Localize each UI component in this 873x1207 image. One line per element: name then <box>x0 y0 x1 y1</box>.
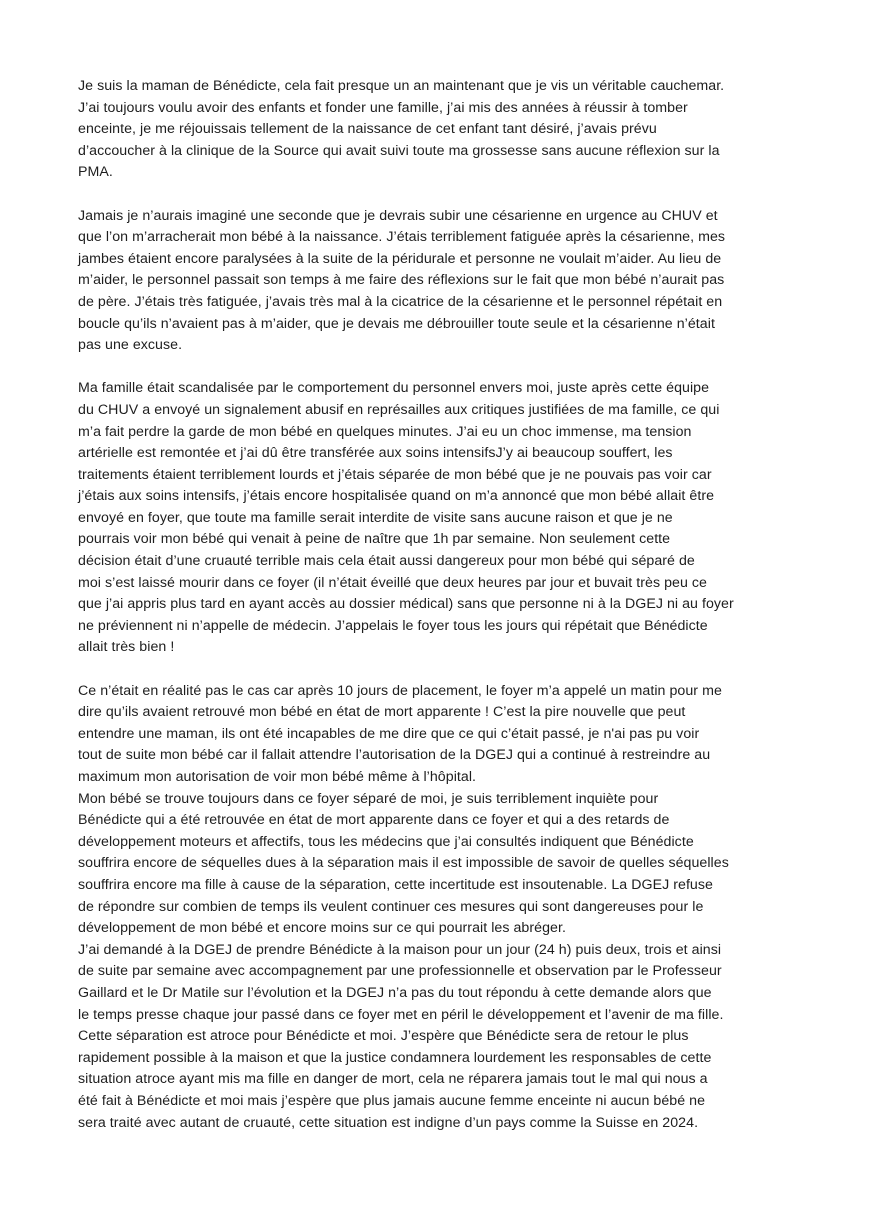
paragraph-2 <box>78 206 816 357</box>
text-line: m’aider, le personnel passait son temps à me faire des réflexions sur le fait que mon bébé n’aurait pas <box>78 272 725 289</box>
text-line: enceinte, je me réjouissais tellement de la naissance de cet enfant tant désiré, j’avais prévu <box>78 121 657 138</box>
text-line: jambes étaient encore paralysées à la suite de la péridurale et personne ne voulait m’aider. Au lieu de <box>78 250 722 267</box>
text-line: PMA. <box>78 164 113 181</box>
paragraph-1 <box>78 76 816 184</box>
text-line: rapidement possible à la maison et que la justice condamnera lourdement les responsables de cette <box>78 1049 712 1066</box>
text-line: boucle qu’ils n’avaient pas à m’aider, que je devais me débrouiller toute seule et la césarienne n’était <box>78 315 715 332</box>
text-line: le temps presse chaque jour passé dans ce foyer met en péril le développement et l’avenir de ma fille. <box>78 1006 724 1023</box>
text-line: j’étais aux soins intensifs, j’étais encore hospitalisée quand on m’a annoncé que mon bébé allait être <box>78 488 715 505</box>
text-line: été fait à Bénédicte et moi mais j’espère que plus jamais aucune femme enceinte ni aucun bébé ne <box>78 1092 706 1109</box>
text-line: Ce n’était en réalité pas le cas car après 10 jours de placement, le foyer m’a appelé un matin pour me <box>78 682 722 699</box>
text-line: souffrira encore ma fille à cause de la séparation, cette incertitude est insoutenable. La DGEJ refuse <box>78 876 713 893</box>
text-line: pourrais voir mon bébé qui venait à peine de naître que 1h par semaine. Non seulement cette <box>78 531 671 548</box>
text-line: entendre une maman, ils ont été incapables de me dire que ce qui c’était passé, je n'ai pas pu voir <box>78 725 700 742</box>
text-line: que l’on m’arracherait mon bébé à la naissance. J’étais terriblement fatiguée après la césarienne, mes <box>78 229 726 246</box>
text-line: envoyé en foyer, que toute ma famille serait interdite de visite sans aucune raison et que je ne <box>78 509 673 526</box>
text-line: de suite par semaine avec accompagnement par une professionnelle et observation par le Professeur <box>78 963 722 980</box>
text-line: que j’ai appris plus tard en ayant accès au dossier médical) sans que personne ni à la DGEJ ni au foyer <box>78 596 734 613</box>
text-line: Je suis la maman de Bénédicte, cela fait presque un an maintenant que je vis un véritable cauchemar. <box>78 78 725 94</box>
text-line: J’ai toujours voulu avoir des enfants et fonder une famille, j’ai mis des années à réussir à tomber <box>78 99 688 116</box>
text-line: situation atroce ayant mis ma fille en danger de mort, cela ne réparera jamais tout le mal qui nous a <box>78 1071 708 1088</box>
text-line: d’accoucher à la clinique de la Source qui avait suivi toute ma grossesse sans aucune réflexion sur la <box>78 142 720 159</box>
paragraph-4 <box>78 681 816 1134</box>
text-line: Jamais je n’aurais imaginé une seconde que je devrais subir une césarienne en urgence au CHUV et <box>78 207 718 224</box>
text-line: Cette séparation est atroce pour Bénédicte et moi. J’espère que Bénédicte sera de retour le plus <box>78 1028 689 1045</box>
text-line: développement moteurs et affectifs, tous les médecins que j’ai consultés indiquent que Bénédicte <box>78 833 694 850</box>
text-line: Gaillard et le Dr Matile sur l’évolution et la DGEJ n’a pas du tout répondu à cette demande alors que <box>78 984 712 1001</box>
text-line: Mon bébé se trouve toujours dans ce foyer séparé de moi, je suis terriblement inquiète pour <box>78 790 659 807</box>
text-line: moi s’est laissé mourir dans ce foyer (il n’était éveillé que deux heures par jour et buvait très peu ce <box>78 574 707 591</box>
text-line: du CHUV a envoyé un signalement abusif en représailles aux critiques justifiées de ma famille, ce qui <box>78 401 720 418</box>
text-line: développement de mon bébé et encore moins sur ce qui pourrait les abréger. <box>78 920 566 937</box>
text-line: Ma famille était scandalisée par le comportement du personnel envers moi, juste après cette équipe <box>78 380 710 397</box>
text-line: pas une excuse. <box>78 337 183 354</box>
text-line: J’ai demandé à la DGEJ de prendre Bénédicte à la maison pour un jour (24 h) puis deux, trois et ainsi <box>78 941 722 958</box>
text-line: allait très bien ! <box>78 639 175 656</box>
text-line: ne préviennent ni n’appelle de médecin. J’appelais le foyer tous les jours qui répétait que Bénédicte <box>78 617 708 634</box>
text-line: m’a fait perdre la garde de mon bébé en quelques minutes. J’ai eu un choc immense, ma tension <box>78 423 692 440</box>
text-line: maximum mon autorisation de voir mon bébé même à l’hôpital. <box>78 769 477 785</box>
text-line: dire qu’ils avaient retrouvé mon bébé en état de mort apparente ! C’est la pire nouvelle que peut <box>78 704 686 721</box>
text-line: tout de suite mon bébé car il fallait attendre l’autorisation de la DGEJ qui a continué à restreindre au <box>78 747 711 764</box>
text-line: sera traité avec autant de cruauté, cette situation est indigne d’un pays comme la Suisse en 2024. <box>78 1114 699 1131</box>
text-line: de répondre sur combien de temps ils veulent continuer ces mesures qui sont dangereuses pour le <box>78 898 704 915</box>
text-line: artérielle est remontée et j’ai dû être transférée aux soins intensifsJ’y ai beaucoup souffert, les <box>78 445 673 462</box>
text-line: traitements étaient terriblement lourds et j’étais séparée de mon bébé que je ne pouvais pas voir car <box>78 466 712 483</box>
paragraph-3 <box>78 378 816 659</box>
letter-body <box>78 76 816 1134</box>
text-line: de père. J’étais très fatiguée, j’avais très mal à la cicatrice de la césarienne et le personnel répétait en <box>78 293 723 310</box>
text-line: Bénédicte qui a été retrouvée en état de mort apparente dans ce foyer et qui a des retards de <box>78 812 670 829</box>
text-line: décision était d’une cruauté terrible mais cela était aussi dangereux pour mon bébé qui séparé de <box>78 553 695 570</box>
text-line: souffrira encore de séquelles dues à la séparation mais il est impossible de savoir de quelles séquelles <box>78 855 729 872</box>
